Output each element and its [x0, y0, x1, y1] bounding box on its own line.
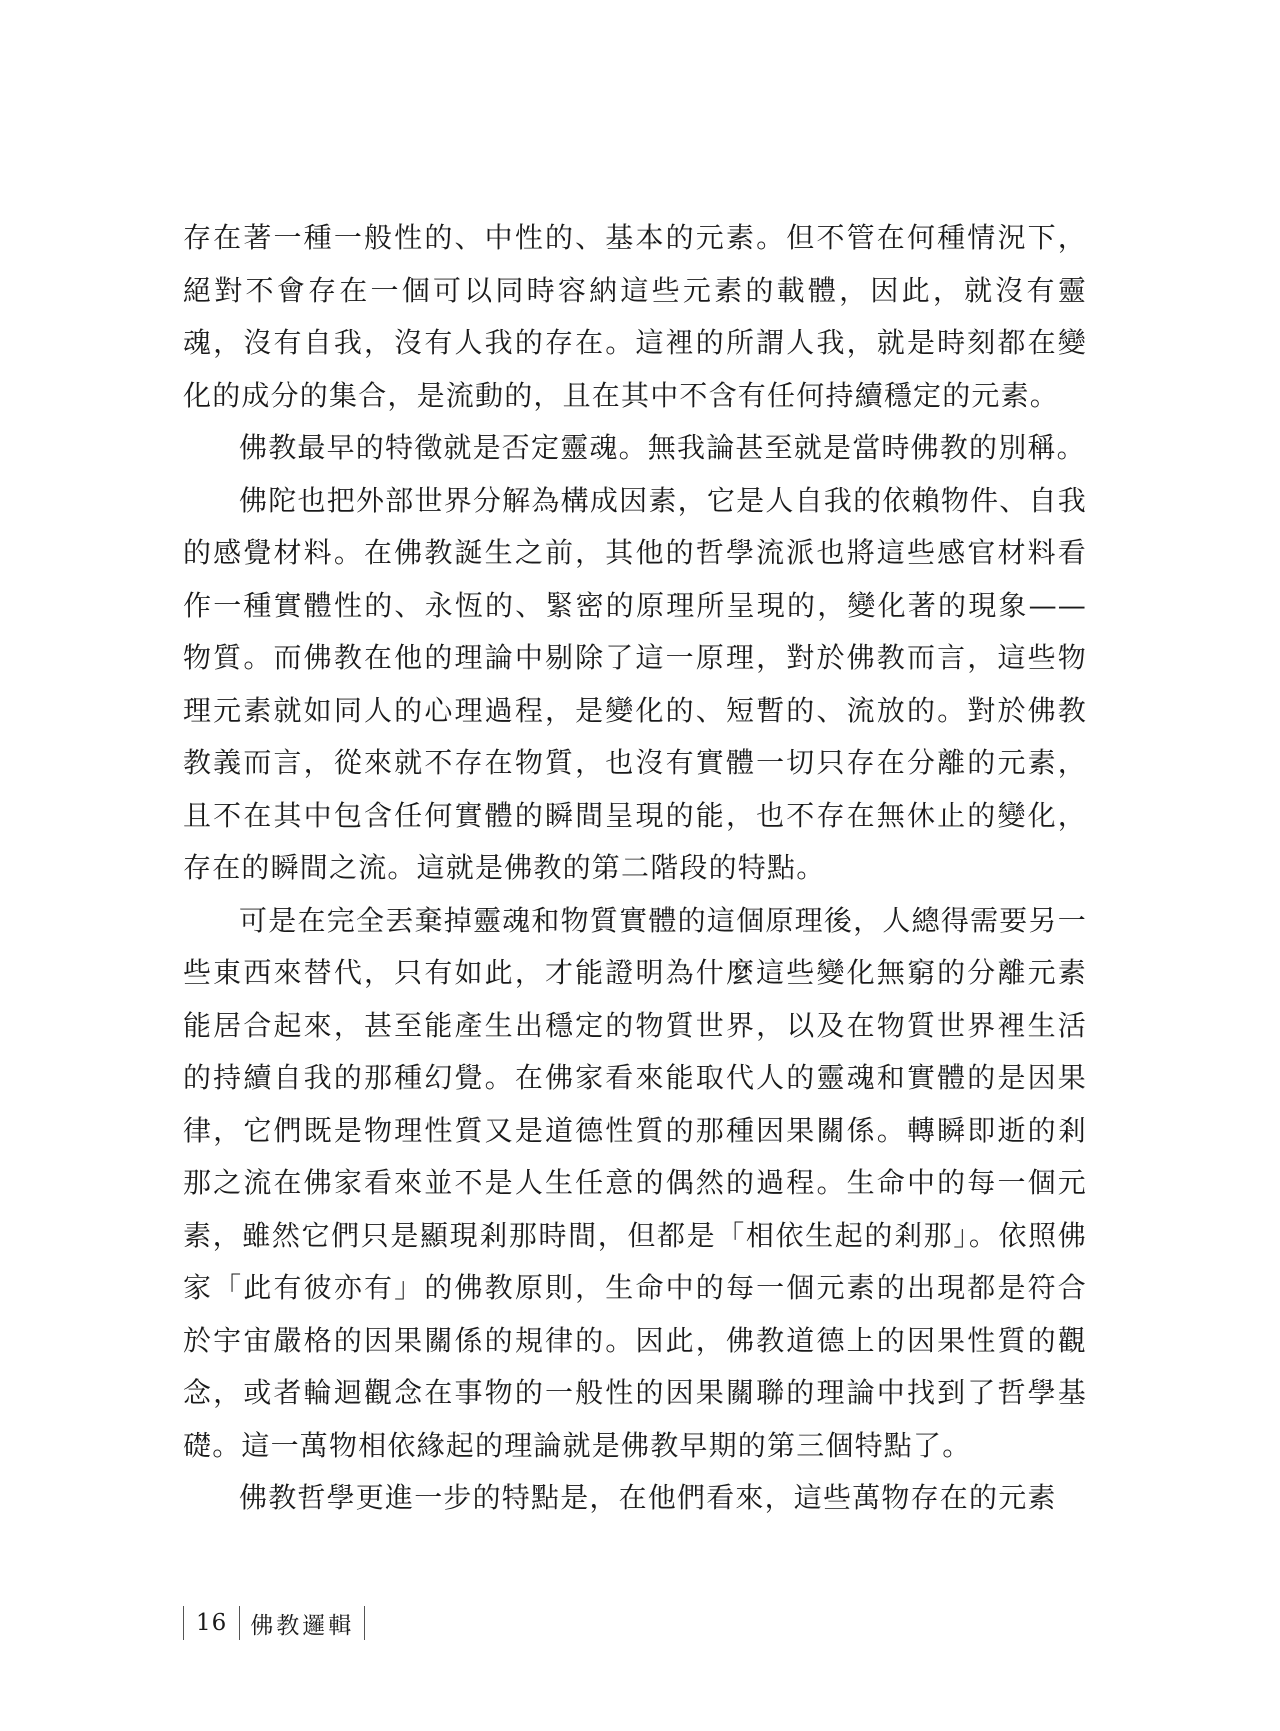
page-footer — [183, 1603, 365, 1643]
page-number: 16 — [196, 1610, 228, 1636]
book-title: 佛教邏輯 — [250, 1612, 355, 1639]
paragraph-2: 佛教最早的特徵就是否定靈魂。無我論甚至就是當時佛教的別稱。 — [239, 431, 1086, 464]
paragraph-1: 存在著一種一般性的、中性的、基本的元素。但不管在何種情況下，絕對不會存在一個可以同時容納這些元素的載體，因此，就沒有靈魂，沒有自我，沒有人我的存在。這裡的所謂人我，就是時刻都在變化的成分的集合，是流動的，且在其中不含有任何持續穩定的元素。 — [183, 221, 1087, 412]
footer-divider-right — [364, 1606, 365, 1640]
body-text — [183, 212, 1087, 1525]
paragraph-3: 佛陀也把外部世界分解為構成因素，它是人自我的依賴物件、自我的感覺材料。在佛教誕生之前，其他的哲學流派也將這些感官材料看作一種實體性的、永恆的、緊密的原理所呈現的，變化著的現象——物質。而佛教在他的理論中剔除了這一原理，對於佛教而言，這些物理元素就如同人的心理過程，是變化的、短暫的、流放的。對於佛教教義而言，從來就不存在物質，也沒有實體一切只存在分離的元素，且不在其中包含任何實體的瞬間呈現的能，也不存在無休止的變化，存在的瞬間之流。這就是佛教的第二階段的特點。 — [183, 483, 1087, 884]
paragraph-4: 可是在完全丟棄掉靈魂和物質實體的這個原理後，人總得需要另一些東西來替代，只有如此，才能證明為什麼這些變化無窮的分離元素能居合起來，甚至能產生出穩定的物質世界，以及在物質世界裡生活的持續自我的那種幻覺。在佛家看來能取代人的靈魂和實體的是因果律，它們既是物理性質又是道德性質的那種因果關係。轉瞬即逝的剎那之流在佛家看來並不是人生任意的偶然的過程。生命中的每一個元素，雖然它們只是顯現剎那時間，但都是「相依生起的剎那」。依照佛家「此有彼亦有」的佛教原則，生命中的每一個元素的出現都是符合於宇宙嚴格的因果關係的規律的。因此，佛教道德上的因果性質的觀念，或者輪迴觀念在事物的一般性的因果關聯的理論中找到了哲學基礎。這一萬物相依緣起的理論就是佛教早期的第三個特點了。 — [183, 903, 1087, 1462]
paragraph-5: 佛教哲學更進一步的特點是，在他們看來，這些萬物存在的元素 — [239, 1481, 1057, 1514]
